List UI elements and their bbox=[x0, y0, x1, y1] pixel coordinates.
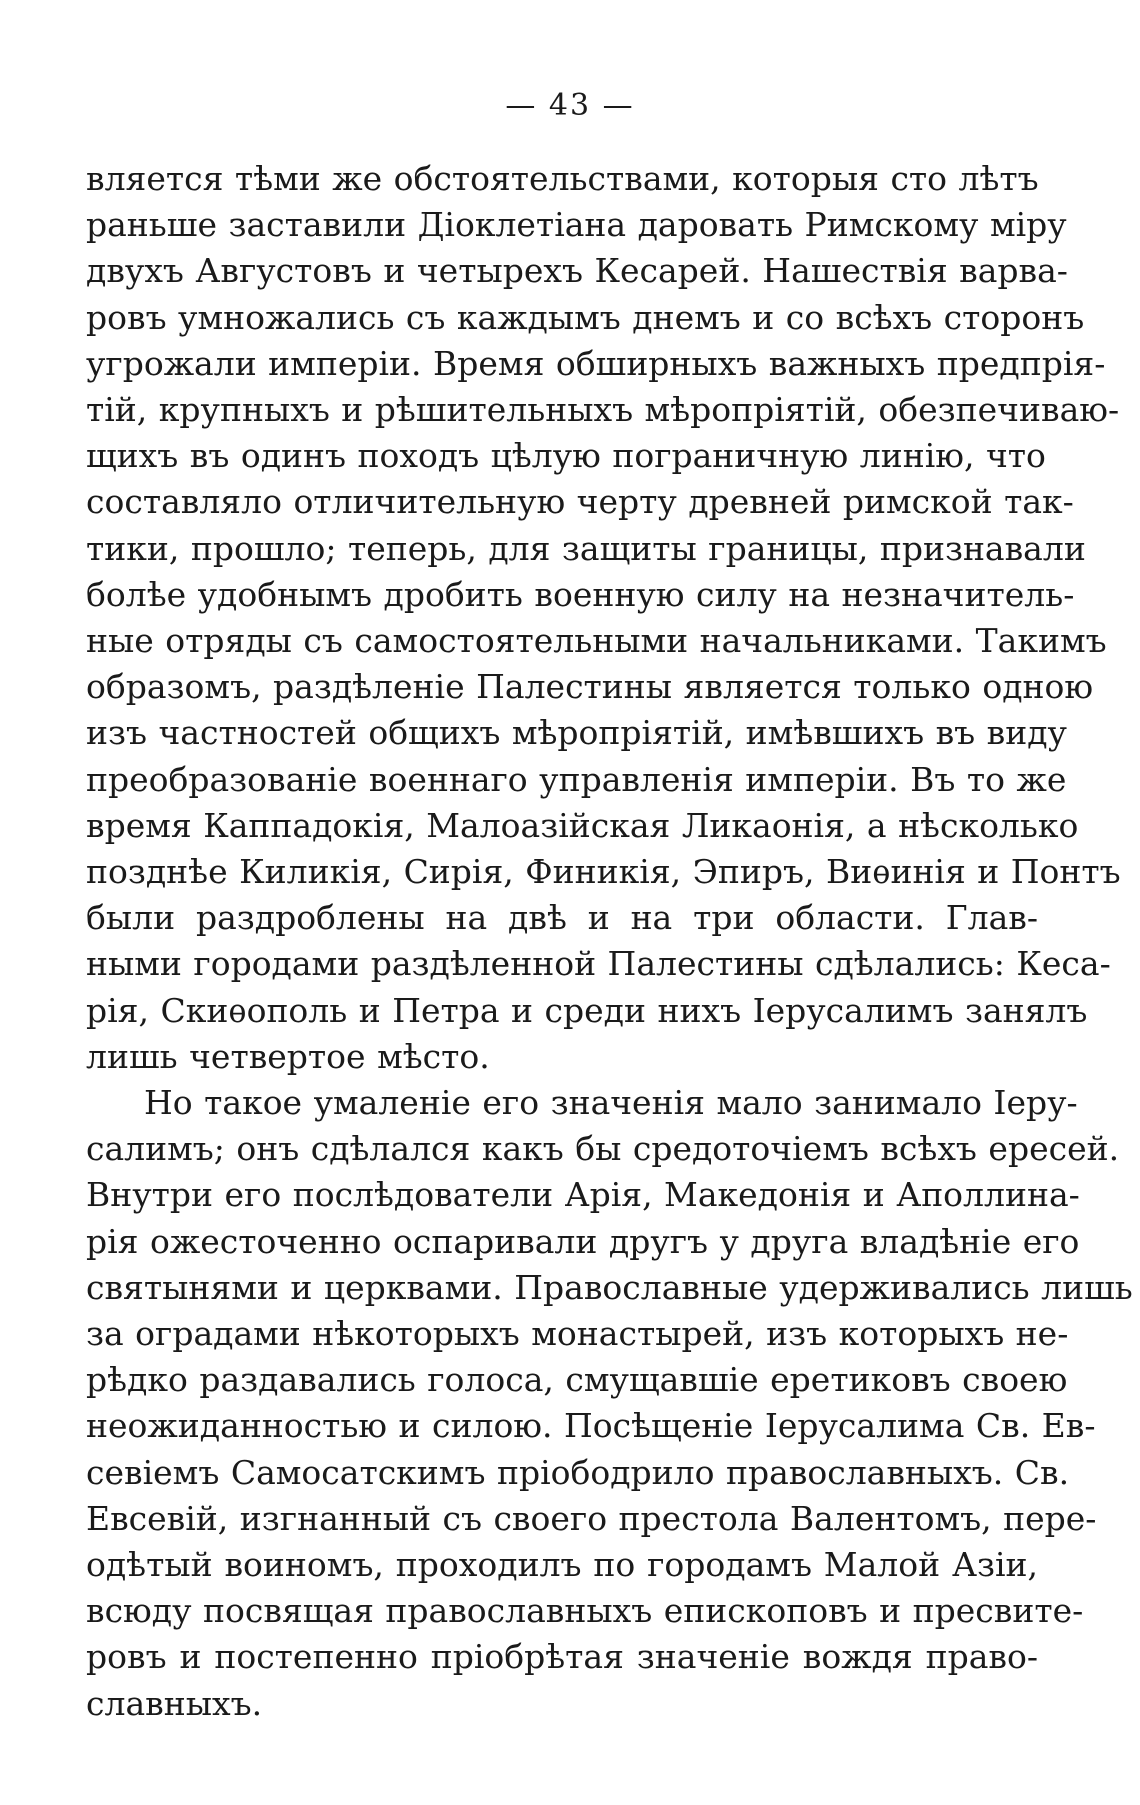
text-line: ными городами раздѣленной Палестины сдѣлались: Кеса- bbox=[86, 944, 1111, 983]
text-line: за оградами нѣкоторыхъ монастырей, изъ которыхъ не- bbox=[86, 1314, 1069, 1353]
text-line: раньше заставили Діоклетіана даровать Римскому міру bbox=[86, 205, 1067, 244]
text-line: Но такое умаленіе его значенія мало занимало Іеру- bbox=[144, 1083, 1078, 1122]
text-line: двухъ Августовъ и четырехъ Кесарей. Нашествія варва- bbox=[86, 251, 1068, 290]
text-line: Евсевій, изгнанный съ своего престола Валентомъ, пере- bbox=[86, 1499, 1097, 1538]
text-line: рія, Скиѳополь и Петра и среди нихъ Іерусалимъ занялъ bbox=[86, 991, 1088, 1030]
text-line: были раздроблены на двѣ и на три области. Глав- bbox=[86, 898, 1038, 937]
text-line: позднѣе Киликія, Сирія, Финикія, Эпиръ, Виѳинія и Понтъ bbox=[86, 852, 1121, 891]
text-line: время Каппадокія, Малоазійская Ликаонія, а нѣсколько bbox=[86, 806, 1079, 845]
text-line: составляло отличительную черту древней римской так- bbox=[86, 482, 1074, 521]
text-line: изъ частностей общихъ мѣропріятій, имѣвшихъ въ виду bbox=[86, 713, 1067, 752]
text-line: ровъ умножались съ каждымъ днемъ и со всѣхъ сторонъ bbox=[86, 298, 1085, 337]
text-line: образомъ, раздѣленіе Палестины является только одною bbox=[86, 667, 1094, 706]
text-line: рія ожесточенно оспаривали другъ у друга владѣніе его bbox=[86, 1222, 1080, 1261]
text-line: славныхъ. bbox=[86, 1684, 263, 1723]
text-line: севіемъ Самосатскимъ пріободрило православныхъ. Св. bbox=[86, 1453, 1070, 1492]
text-line: тики, прошло; теперь, для защиты границы, признавали bbox=[86, 529, 1086, 568]
text-line: неожиданностью и силою. Посѣщеніе Іерусалима Св. Ев- bbox=[86, 1406, 1096, 1445]
text-line: вляется тѣми же обстоятельствами, которыя сто лѣтъ bbox=[86, 159, 1039, 198]
page-number: — 43 — bbox=[505, 88, 635, 123]
text-line: тій, крупныхъ и рѣшительныхъ мѣропріятій, обезпечиваю- bbox=[86, 390, 1120, 429]
text-line: ровъ и постепенно пріобрѣтая значеніе вождя право- bbox=[86, 1637, 1038, 1676]
text-line: ные отряды съ самостоятельными начальниками. Такимъ bbox=[86, 621, 1107, 660]
text-line: преобразованіе военнаго управленія имперіи. Въ то же bbox=[86, 760, 1067, 799]
text-line: салимъ; онъ сдѣлался какъ бы средоточіемъ всѣхъ ересей. bbox=[86, 1129, 1120, 1168]
text-line: святынями и церквами. Православные удерживались лишь bbox=[86, 1268, 1133, 1307]
text-line: болѣе удобнымъ дробить военную силу на незначитель- bbox=[86, 575, 1075, 614]
text-line: всюду посвящая православныхъ епископовъ и пресвите- bbox=[86, 1591, 1084, 1630]
text-line: одѣтый воиномъ, проходилъ по городамъ Малой Азіи, bbox=[86, 1545, 1038, 1584]
text-line: Внутри его послѣдователи Арія, Македонія и Аполлина- bbox=[86, 1175, 1080, 1214]
text-line: рѣдко раздавались голоса, смущавшіе еретиковъ своею bbox=[86, 1360, 1068, 1399]
text-line: лишь четвертое мѣсто. bbox=[86, 1037, 490, 1076]
text-line: угрожали имперіи. Время обширныхъ важныхъ предпрія- bbox=[86, 344, 1106, 383]
text-line: щихъ въ одинъ походъ цѣлую пограничную линію, что bbox=[86, 436, 1046, 475]
